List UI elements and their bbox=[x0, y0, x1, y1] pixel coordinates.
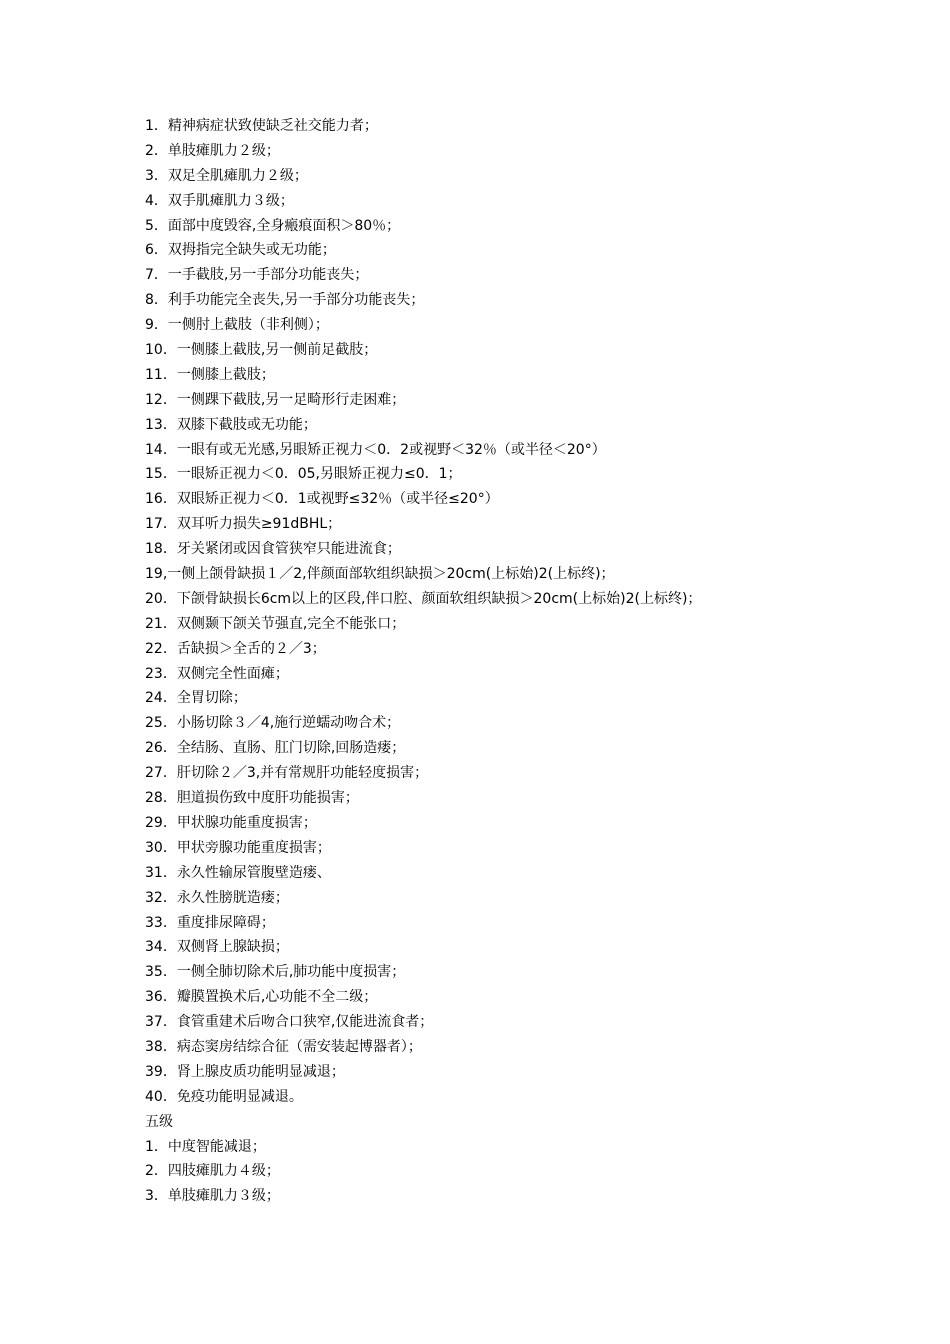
list-item: 18．牙关紧闭或因食管狭窄只能进流食； bbox=[145, 541, 401, 558]
list-item: 38．病态窦房结综合征（需安装起博器者）； bbox=[145, 1038, 422, 1055]
list-item: 30．甲状旁腺功能重度损害； bbox=[145, 839, 331, 856]
document-body bbox=[145, 114, 845, 1209]
list-item: 36．瓣膜置换术后,心功能不全二级； bbox=[145, 989, 378, 1006]
list-item: 2．单肢瘫肌力２级； bbox=[145, 142, 280, 159]
list-item: 28．胆道损伤致中度肝功能损害； bbox=[145, 790, 359, 807]
list-item: 32．永久性膀胱造瘘； bbox=[145, 889, 289, 906]
list-item: 9．一侧肘上截肢（非利侧）； bbox=[145, 317, 329, 334]
list-item: 7．一手截肢,另一手部分功能丧失； bbox=[145, 267, 369, 284]
list-item: 35．一侧全肺切除术后,肺功能中度损害； bbox=[145, 964, 406, 981]
list-item: 19,一侧上颌骨缺损１／2,伴颜面部软组织缺损＞20cm(上标始)2(上标终)； bbox=[145, 566, 615, 583]
list-item: 3．单肢瘫肌力３级； bbox=[145, 1188, 280, 1205]
list-item: 20．下颌骨缺损长6cm以上的区段,伴口腔、颜面软组织缺损＞20cm(上标始)2(上标终)； bbox=[145, 590, 702, 607]
list-item: 2．四肢瘫肌力４级； bbox=[145, 1163, 280, 1180]
list-item: 33．重度排尿障碍； bbox=[145, 914, 275, 931]
list-item: 14．一眼有或无光感,另眼矫正视力＜0．2或视野＜32％（或半径＜20°） bbox=[145, 441, 606, 458]
list-item: 21．双侧颞下颌关节强直,完全不能张口； bbox=[145, 615, 406, 632]
list-item: 31．永久性输尿管腹壁造瘘、 bbox=[145, 864, 331, 881]
list-item: 16．双眼矫正视力＜0．1或视野≤32％（或半径≤20°） bbox=[145, 491, 499, 508]
list-item: 40．免疫功能明显减退。 bbox=[145, 1088, 303, 1105]
list-item: 13．双膝下截肢或无功能； bbox=[145, 416, 317, 433]
list-item: 5．面部中度毁容,全身瘢痕面积＞80％； bbox=[145, 217, 401, 234]
list-item: 4．双手肌瘫肌力３级； bbox=[145, 192, 294, 209]
list-item: 10．一侧膝上截肢,另一侧前足截肢； bbox=[145, 342, 378, 359]
list-item: 6．双拇指完全缺失或无功能； bbox=[145, 242, 336, 259]
list-item: 34．双侧肾上腺缺损； bbox=[145, 939, 289, 956]
list-item: 29．甲状腺功能重度损害； bbox=[145, 814, 317, 831]
list-item: 15．一眼矫正视力＜0．05,另眼矫正视力≤0．1； bbox=[145, 466, 462, 483]
list-item: 22．舌缺损＞全舌的２／3； bbox=[145, 640, 326, 657]
list-item: 37．食管重建术后吻合口狭窄,仅能进流食者； bbox=[145, 1014, 434, 1031]
section-heading: 五级 bbox=[145, 1113, 173, 1130]
list-item: 25．小肠切除３／4,施行逆蠕动吻合术； bbox=[145, 715, 401, 732]
list-item: 39．肾上腺皮质功能明显减退； bbox=[145, 1063, 345, 1080]
list-item: 1．中度智能减退； bbox=[145, 1138, 266, 1155]
list-item: 27．肝切除２／3,并有常规肝功能轻度损害； bbox=[145, 765, 429, 782]
list-item: 8．利手功能完全丧失,另一手部分功能丧失； bbox=[145, 292, 425, 309]
list-item: 1．精神病症状致使缺乏社交能力者； bbox=[145, 118, 378, 134]
list-item: 24．全胃切除； bbox=[145, 690, 247, 707]
list-item: 26．全结肠、直肠、肛门切除,回肠造瘘； bbox=[145, 740, 406, 757]
list-item: 11．一侧膝上截肢； bbox=[145, 366, 275, 383]
list-item: 3．双足全肌瘫肌力２级； bbox=[145, 167, 308, 184]
list-item: 17．双耳听力损失≥91dBHL； bbox=[145, 516, 342, 533]
list-item: 23．双侧完全性面瘫； bbox=[145, 665, 289, 682]
list-item: 12．一侧踝下截肢,另一足畸形行走困难； bbox=[145, 391, 406, 408]
